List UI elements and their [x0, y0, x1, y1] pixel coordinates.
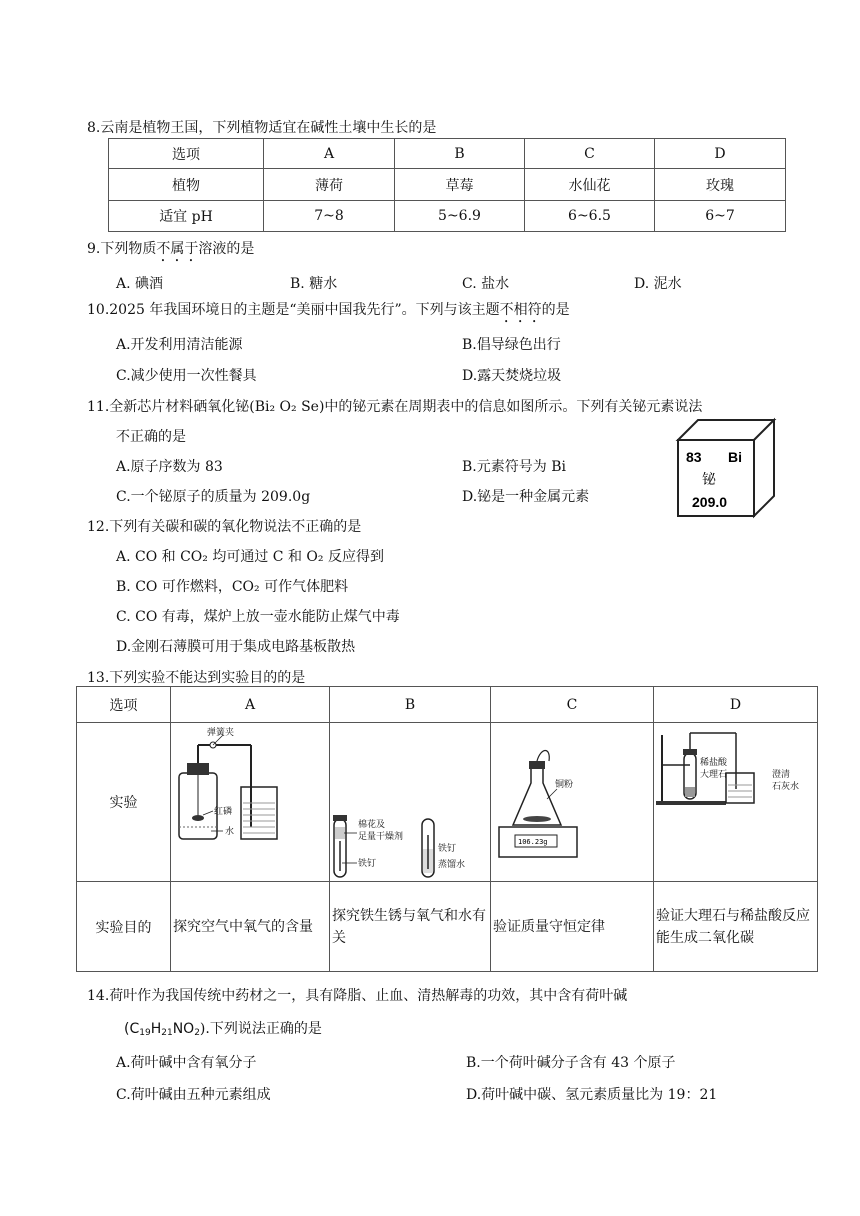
q8-cell: 适宜 pH: [109, 201, 264, 232]
q12-option-a[interactable]: A. CO 和 CO₂ 均可通过 C 和 O₂ 反应得到: [116, 549, 384, 565]
q13-stem: 13.下列实验不能达到实验目的的是: [87, 670, 306, 686]
q11-option-a[interactable]: A.原子序数为 83: [116, 459, 223, 475]
fig-b-nail-label-1: 铁钉: [358, 859, 377, 869]
q8-header-cell: 选项: [109, 139, 264, 169]
q8-cell: 7~8: [264, 201, 395, 232]
q8-cell: 6~6.5: [525, 201, 655, 232]
q8-cell: 水仙花: [525, 169, 655, 201]
q14-formula-prefix: (C: [124, 1021, 140, 1037]
fig-a-apparatus: [171, 723, 330, 881]
element-name: 铋: [702, 472, 716, 488]
q13-header-cell: B: [330, 687, 491, 723]
q9-stem: [87, 238, 254, 265]
q14-formula-sub: 21: [161, 1028, 173, 1038]
q13-fig-c-cell: [491, 723, 654, 882]
q9-stem-post: 溶液的是: [198, 241, 255, 257]
q8-cell: 5~6.9: [395, 201, 525, 232]
q13-header-cell: D: [654, 687, 818, 723]
q14-option-b[interactable]: B.一个荷叶碱分子含有 43 个原子: [466, 1055, 676, 1071]
q12-option-b[interactable]: B. CO 可作燃料，CO₂ 可作气体肥料: [116, 579, 349, 595]
fig-b-cotton-label-1: 棉花及: [358, 820, 386, 830]
q9-stem-pre: 9.下列物质: [87, 241, 157, 257]
q14-option-a[interactable]: A.荷叶碱中含有氧分子: [116, 1055, 257, 1071]
q10-stem-pre: 10.2025 年我国环境日的主题是“美丽中国我先行”。下列与该主题: [87, 302, 500, 318]
fig-d-acid-label: 稀盐酸: [700, 758, 728, 768]
q9-option-c[interactable]: C. 盐水: [462, 276, 510, 292]
q8-header-cell: D: [655, 139, 786, 169]
q13-goal-d: 验证大理石与稀盐酸反应能生成二氧化碳: [654, 882, 818, 972]
q14-formula-sub: 19: [139, 1028, 151, 1038]
q9-option-b[interactable]: B. 糖水: [290, 276, 338, 292]
q8-header-cell: A: [264, 139, 395, 169]
q13-header-cell: 选项: [77, 687, 171, 723]
q13-table: [76, 686, 818, 972]
q11-option-d[interactable]: D.铋是一种金属元素: [462, 489, 590, 505]
q14-stem-suffix: ).下列说法正确的是: [199, 1021, 322, 1037]
q8-cell: 植物: [109, 169, 264, 201]
q11-stem-line1: 11.全新芯片材料硒氧化铋(Bi₂ O₂ Se)中的铋元素在周期表中的信息如图所示。下列有关铋元素说法: [87, 399, 703, 415]
q10-stem-emphasis: 不相符: [499, 302, 542, 318]
q11-stem-line2: 不正确的是: [116, 429, 186, 445]
q14-stem-line1: 14.荷叶作为我国传统中药材之一，具有降脂、止血、清热解毒的功效，其中含有荷叶碱: [87, 988, 628, 1004]
q9-option-a[interactable]: A. 碘酒: [116, 276, 164, 292]
q10-option-b[interactable]: B.倡导绿色出行: [462, 337, 561, 353]
fig-b-nail-label-2: 铁钉: [438, 844, 457, 854]
q13-header-cell: C: [491, 687, 654, 723]
q9-option-d[interactable]: D. 泥水: [634, 276, 682, 292]
q10-option-d[interactable]: D.露天焚烧垃圾: [462, 368, 562, 384]
q10-stem: [87, 299, 570, 326]
fig-d-limewater-label-2: 石灰水: [772, 782, 800, 792]
q8-table: [108, 138, 786, 232]
fig-a-phosphorus-label: 红磷: [214, 807, 233, 817]
q14-formula-sub: 2: [194, 1028, 200, 1038]
fig-b-cotton-label-2: 足量干燥剂: [358, 832, 404, 842]
q13-goal-c: 验证质量守恒定律: [491, 882, 654, 972]
fig-c-apparatus: [491, 723, 654, 881]
q8-cell: 草莓: [395, 169, 525, 201]
q11-option-c[interactable]: C.一个铋原子的质量为 209.0g: [116, 489, 311, 505]
q8-cell: 薄荷: [264, 169, 395, 201]
fig-d-limewater-label-1: 澄清: [772, 770, 791, 780]
q12-option-c[interactable]: C. CO 有毒，煤炉上放一壶水能防止煤气中毒: [116, 609, 400, 625]
q11-option-b[interactable]: B.元素符号为 Bi: [462, 459, 566, 475]
q12-option-d[interactable]: D.金刚石薄膜可用于集成电路基板散热: [116, 639, 356, 655]
q8-cell: 玫瑰: [655, 169, 786, 201]
q8-header-cell: B: [395, 139, 525, 169]
q8-cell: 6~7: [655, 201, 786, 232]
q10-option-c[interactable]: C.减少使用一次性餐具: [116, 368, 257, 384]
q14-formula-h: H: [150, 1021, 162, 1037]
q13-fig-b-cell: [330, 723, 491, 882]
fig-d-marble-label: 大理石: [700, 770, 728, 780]
fig-b-water-label: 蒸馏水: [438, 860, 466, 870]
q13-exp-label: 实验: [77, 723, 171, 882]
q12-stem: 12.下列有关碳和碳的氧化物说法不正确的是: [87, 519, 362, 535]
q14-option-c[interactable]: C.荷叶碱由五种元素组成: [116, 1087, 271, 1103]
q13-fig-a-cell: [171, 723, 330, 882]
q14-stem-line2: [124, 1018, 322, 1038]
q10-option-a[interactable]: A.开发利用清洁能源: [116, 337, 243, 353]
q13-goal-b: 探究铁生锈与氧气和水有关: [330, 882, 491, 972]
fig-a-clip-label: 弹簧夹: [207, 728, 235, 738]
q10-stem-post: 的是: [541, 302, 570, 318]
q8-header-cell: C: [525, 139, 655, 169]
q13-goal-a: 探究空气中氧气的含量: [171, 882, 330, 972]
fig-c-copper-label: 铜粉: [555, 780, 574, 790]
q14-formula-no: NO: [172, 1021, 195, 1037]
element-number: 83: [686, 449, 702, 465]
fig-c-scale-readout: 106.23g: [518, 838, 548, 846]
q14-option-d[interactable]: D.荷叶碱中碳、氢元素质量比为 19：21: [466, 1087, 718, 1103]
q13-goal-label: 实验目的: [77, 882, 171, 972]
q13-fig-d-cell: [654, 723, 818, 882]
q9-stem-emphasis: 不属于: [156, 241, 199, 257]
element-cube-figure: [672, 414, 782, 520]
fig-a-water-label: 水: [225, 827, 235, 837]
q13-header-cell: A: [171, 687, 330, 723]
element-symbol: Bi: [728, 449, 742, 465]
q8-stem: 8.云南是植物王国，下列植物适宜在碱性土壤中生长的是: [87, 120, 437, 136]
element-mass: 209.0: [692, 494, 728, 510]
fig-b-apparatus: [330, 723, 491, 881]
fig-d-apparatus: [654, 723, 818, 881]
